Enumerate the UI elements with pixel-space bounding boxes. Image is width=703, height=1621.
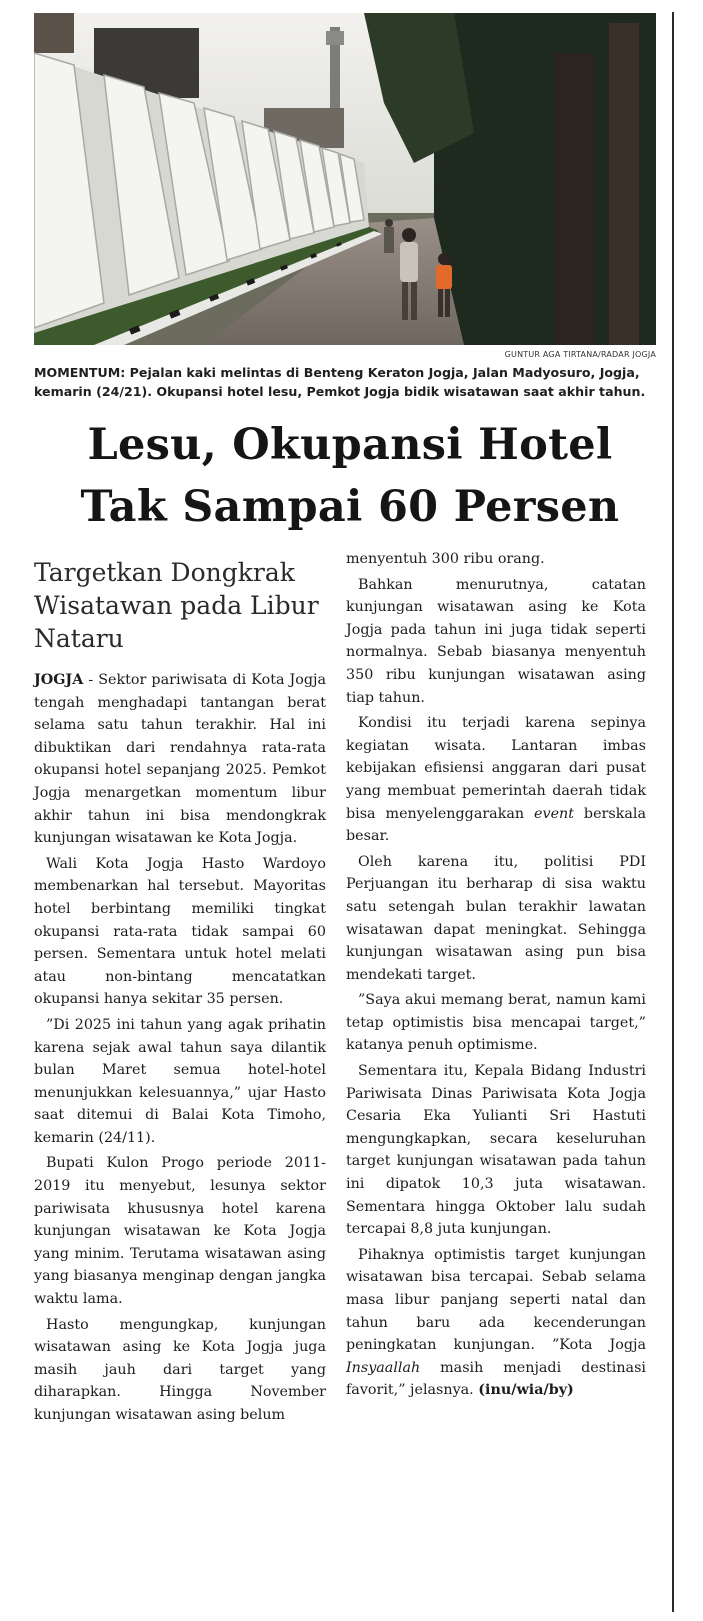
article-paragraph: Kondisi itu terjadi karena sepinya kegiatan wisata. Lantaran imbas kebijakan efisiensi anggaran dari pusat yang membuat pemerintah daerah tidak bisa menyelenggarakan event berskala besar. <box>346 715 646 845</box>
news-photo <box>34 13 656 345</box>
article-paragraph: Wali Kota Jogja Hasto Wardoyo membenarkan hal tersebut. Mayoritas hotel berbintang memiliki tingkat okupansi rata-rata tidak sampai 60 persen. Sementara untuk hotel melati atau non-bintang mencatatkan okupansi hanya sekitar 35 persen. <box>34 855 326 1008</box>
article-paragraph: ”Di 2025 ini tahun yang agak prihatin karena sejak awal tahun saya dilantik bulan Maret semua hotel-hotel menunjukkan kelesuannya,” ujar Hasto saat ditemui di Balai Kota Timoho, kemarin (24/11). <box>34 1016 326 1146</box>
article-paragraph: JOGJA - Sektor pariwisata di Kota Jogja tengah menghadapi tantangan berat selama satu tahun terakhir. Hal ini dibuktikan dari rendahnya rata-rata okupansi hotel sepanjang 2025. Pemkot Jogja menargetkan momentum libur akhir tahun ini bisa mendongkrak kunjungan wisatawan ke Kota Jogja. <box>34 672 326 847</box>
headline-line-2: Tak Sampai 60 Persen <box>80 482 620 532</box>
article-paragraph: Bupati Kulon Progo periode 2011-2019 itu menyebut, lesunya sektor pariwisata khususnya hotel karena kunjungan wisatawan ke Kota Jogja yang minim. Terutama wisatawan asing yang biasanya menginap dengan jangka waktu lama. <box>34 1155 326 1308</box>
headline <box>30 414 670 538</box>
article-paragraph-continued: menyentuh 300 ribu orang. <box>346 551 545 567</box>
headline-line-1: Lesu, Okupansi Hotel <box>87 420 613 470</box>
article-column-right <box>346 548 646 1405</box>
article-paragraph: Bahkan menurutnya, catatan kunjungan wisatawan asing ke Kota Jogja pada tahun ini juga tidak seperti normalnya. Sebab biasanya menyentuh 350 ribu kunjungan wisatawan asing tiap tahun. <box>346 576 646 706</box>
article-column-left <box>34 556 326 1430</box>
article-paragraph: ”Saya akui memang berat, namun kami tetap optimistis bisa mencapai target,” katanya penuh optimisme. <box>346 992 646 1054</box>
article-paragraph: Pihaknya optimistis target kunjungan wisatawan bisa tercapai. Sebab selama masa libur panjang seperti natal dan tahun baru ada kecenderungan peningkatan kunjungan. ”Kota Jogja Insyaallah masih menjadi destinasi favorit,” jelasnya. (inu/wia/by) <box>346 1246 646 1399</box>
photo-illustration <box>34 13 656 345</box>
photo-credit: GUNTUR AGA TIRTANA/RADAR JOGJA <box>504 350 656 359</box>
dateline: JOGJA <box>34 672 84 688</box>
article-paragraph: Oleh karena itu, politisi PDI Perjuangan itu berharap di sisa waktu satu setengah bulan terakhir lawatan wisatawan dapat meningkat. Sehingga kunjungan wisatawan asing pun bisa mendekati target. <box>346 853 646 983</box>
photo-caption: MOMENTUM: Pejalan kaki melintas di Benteng Keraton Jogja, Jalan Madyosuro, Jogja, kemarin (24/21). Okupansi hotel lesu, Pemkot Jogja bidik wisatawan saat akhir tahun. <box>34 365 646 399</box>
article-paragraph: Hasto mengungkap, kunjungan wisatawan asing ke Kota Jogja juga masih jauh dari target yang diharapkan. Hingga November kunjungan wisatawan asing belum <box>34 1316 326 1423</box>
column-rule <box>672 12 674 1612</box>
author-signature: (inu/wia/by) <box>478 1382 574 1399</box>
article-paragraph: Sementara itu, Kepala Bidang Industri Pariwisata Dinas Pariwisata Kota Jogja Cesaria Eka Yulianti Sri Hastuti mengungkapkan, secara keseluruhan target kunjungan wisatawan pada tahun ini dipatok 10,3 juta wisatawan. Sementara hingga Oktober lalu sudah tercapai 8,8 juta kunjungan. <box>346 1063 646 1238</box>
subheadline: Targetkan Dongkrak Wisatawan pada Libur Nataru <box>34 558 319 653</box>
